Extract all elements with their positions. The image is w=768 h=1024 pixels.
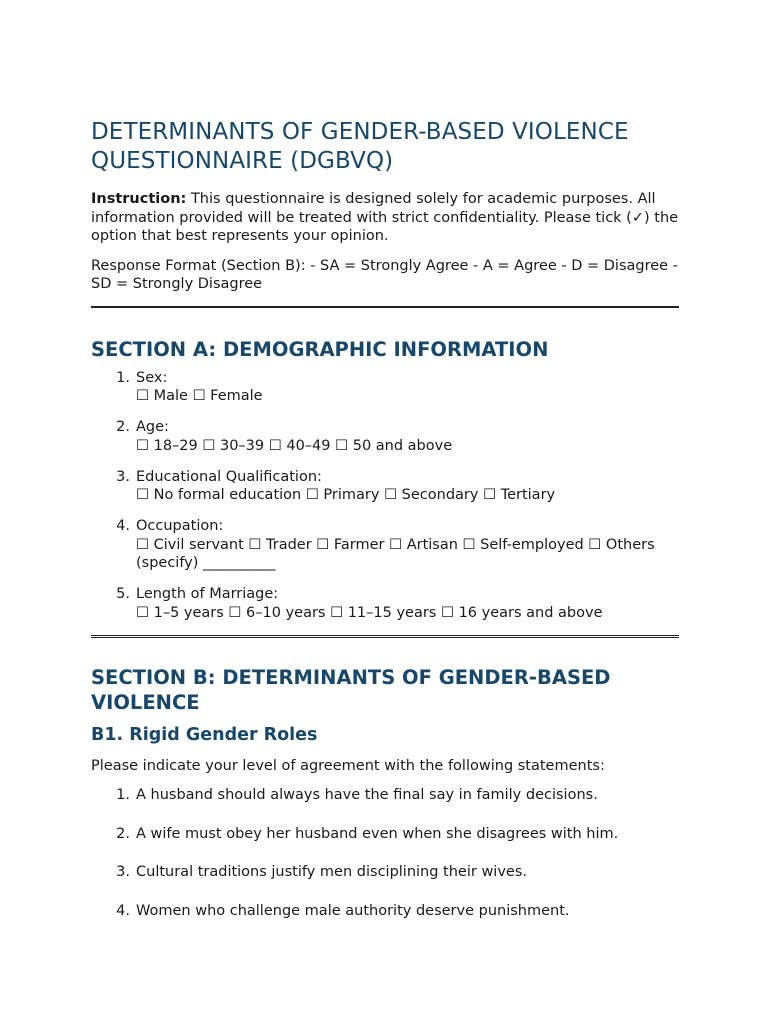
statement-text: Cultural traditions justify men disciplining their wives.: [136, 864, 527, 880]
question-label: Length of Marriage:: [136, 586, 279, 602]
statement-item: [91, 825, 679, 844]
section-a-heading: SECTION A: DEMOGRAPHIC INFORMATION: [91, 337, 549, 361]
demographic-question-sex: [91, 369, 679, 406]
statement-text: A wife must obey her husband even when she disagrees with him.: [136, 825, 619, 842]
instruction-paragraph: [91, 190, 679, 246]
statement-list: [91, 786, 679, 920]
statement-number: 1 .: [112, 786, 130, 805]
checkbox-options[interactable]: ☐ 18–29 ☐ 30–39 ☐ 40–49 ☐ 50 and above: [136, 437, 453, 454]
question-label: Educational Qualification:: [136, 468, 322, 485]
statement-number: 4 .: [112, 902, 130, 921]
statement-text: Women who challenge male authority deserve punishment.: [136, 902, 570, 919]
statement-number: 2 .: [112, 825, 130, 844]
document-title: DETERMINANTS OF GENDER-BASED VIOLENCE QUESTIONNAIRE (DGBVQ): [91, 119, 629, 174]
response-format-text: Response Format (Section B): - SA = Strongly Agree - A = Agree - D = Disagree - SD = Strongly Disagree: [91, 257, 678, 292]
question-number: 5 .: [112, 585, 130, 604]
question-number: 4 .: [112, 517, 130, 536]
demographic-question-occupation: [91, 517, 679, 573]
question-label: Occupation:: [136, 518, 224, 534]
document-page: [91, 118, 679, 940]
instruction-text: This questionnaire is designed solely for academic purposes. All information provided will be treated with strict confidentiality. Please tick (✓) the option that best represents your opinion.: [91, 191, 679, 244]
subsection-intro: Please indicate your level of agreement with the following statements:: [91, 757, 605, 774]
checkbox-options[interactable]: ☐ 1–5 years ☐ 6–10 years ☐ 11–15 years ☐ 16 years and above: [136, 604, 603, 621]
question-label: Age:: [136, 419, 169, 435]
statement-item: [91, 863, 679, 882]
checkbox-options[interactable]: ☐ Civil servant ☐ Trader ☐ Farmer ☐ Artisan ☐ Self-employed ☐ Others (specify) __________: [136, 536, 655, 571]
demographic-question-education: [91, 468, 679, 505]
statement-item: [91, 786, 679, 805]
section-b-heading: SECTION B: DETERMINANTS OF GENDER-BASED VIOLENCE: [91, 665, 611, 714]
horizontal-rule: [91, 306, 679, 308]
statement-text: A husband should always have the final say in family decisions.: [136, 787, 598, 803]
checkbox-options[interactable]: ☐ Male ☐ Female: [136, 388, 263, 404]
question-number: 3 .: [112, 468, 130, 487]
statement-item: [91, 902, 679, 921]
demographic-question-marriage-length: [91, 585, 679, 622]
question-number: 1 .: [112, 369, 130, 388]
checkbox-options[interactable]: ☐ No formal education ☐ Primary ☐ Secondary ☐ Tertiary: [136, 487, 556, 503]
question-label: Sex:: [136, 369, 168, 386]
demographic-question-age: [91, 418, 679, 455]
question-number: 2 .: [112, 418, 130, 437]
subsection-b1-heading: B1. Rigid Gender Roles: [91, 724, 318, 745]
statement-number: 3 .: [112, 863, 130, 882]
demographic-question-list: [91, 369, 679, 623]
double-horizontal-rule: [91, 635, 679, 638]
instruction-label: Instruction:: [91, 191, 187, 207]
